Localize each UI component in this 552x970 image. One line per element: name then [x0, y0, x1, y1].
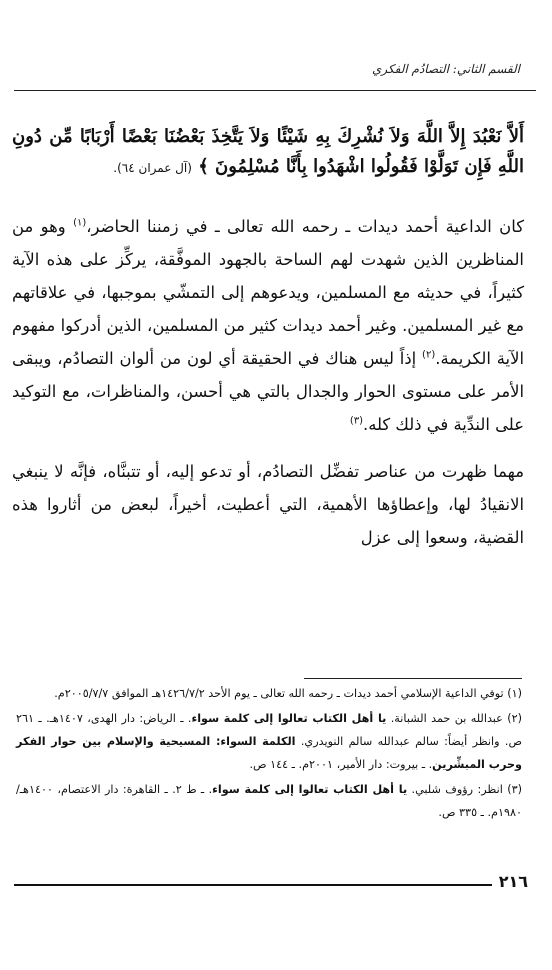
verse-text: أَلاَّ نَعْبُدَ إِلاَّ اللَّهَ وَلاَ نُشْرِكَ بِهِ شَيْئًا وَلاَ يَتَّخِذَ بَعْضُنَا بَعْضًا أَرْبَابًا مِّن دُونِ اللَّهِ فَإِن تَوَلَّوْا فَقُولُوا اشْهَدُوا بِأَنَّا مُسْلِمُونَ ﴾: [12, 126, 524, 177]
header-rule: [14, 90, 536, 91]
paragraph-1: [12, 210, 524, 441]
footnote-book-title: يا أهل الكتاب تعالوا إلى كلمة سواء: [212, 783, 408, 796]
footnote-ref-1[interactable]: (١): [73, 217, 87, 229]
paragraph-2-text: مهما ظهرت من عناصر تفضِّل التصادُم، أو تدعو إليه، أو تتبنَّاه، فإنَّه لا ينبغي الانقيادُ لها، وإعطاؤها الأهمية، التي أعطيت، أخيراً، لبعض من أثاروا هذه القضية، وسعوا إلى عزل: [12, 462, 524, 547]
footnote-text: . ـ الرياض: دار الهدى، ١٤٠٧هـ. ـ ٢٦١ ص. وانظر أيضاً: سالم عبدالله سالم النويدري.: [16, 712, 522, 748]
footnote-book-title: الكلمة السواء: المسيحية والإسلام بين حوار الفكر وحرب المبشِّرين: [16, 735, 522, 771]
main-text: [12, 210, 524, 554]
footnote-ref-2[interactable]: (٢): [422, 349, 436, 361]
footnote-text: توفي الداعية الإسلامي أحمد ديدات ـ رحمه الله تعالى ـ يوم الأحد ١٤٢٦/٧/٢هـ الموافق ٢٠٠٥/٧/٧م.: [54, 687, 504, 700]
quran-verse: [12, 122, 524, 183]
footnote-text: عبدالله بن حمد الشبانة.: [386, 712, 503, 725]
running-header: القسم الثاني: التصادُم الفكري: [372, 62, 520, 76]
footnote-text: . ـ بيروت: دار الأمير، ٢٠٠١م. ـ ١٤٤ ص.: [249, 758, 433, 771]
paragraph-1-text-c: إذاً ليس هناك في الحقيقة أي لون من ألوان التصادُم، ويبقى الأمر على مستوى الحوار والجدال بالتي هي أحسن، والمناظرات، مع التوكيد على الندِّية في ذلك كله.: [12, 349, 524, 434]
footnote-2: [16, 707, 522, 776]
footnotes: [16, 682, 522, 826]
footnote-text: انظر: رؤوف شلبي.: [407, 783, 503, 796]
footnote-number: (٢): [507, 712, 523, 725]
paragraph-1-text-b: وهو من المناظرين الذين شهدت لهم الساحة بالجهود الموفَّقة، يركِّز على هذه الآية كثيراً، في حديثه مع المسلمين، ويدعوهم إلى التمشّي بموجبها، في علاقاتهم مع غير المسلمين. وغير أحمد ديدات كثير من المسلمين، الذين أدركوا مفهوم الآية الكريمة.: [12, 217, 525, 368]
footnote-text: . ـ ط ٢. ـ القاهرة: دار الاعتصام، ١٤٠٠هـ/ ١٩٨٠م. ـ ٣٣٥ ص.: [16, 783, 522, 819]
footnote-3: [16, 778, 522, 824]
page-number: ٢١٦: [493, 872, 528, 891]
paragraph-1-text-a: كان الداعية أحمد ديدات ـ رحمه الله تعالى ـ في زمننا الحاضر،: [86, 217, 525, 236]
paragraph-2: [12, 455, 524, 554]
footnote-number: (١): [507, 687, 522, 700]
footnote-separator: [304, 678, 522, 679]
footer-rule: [14, 884, 492, 886]
footnote-number: (٣): [507, 783, 522, 796]
footnote-ref-3[interactable]: (٣): [349, 415, 363, 427]
footnote-1: [16, 682, 522, 705]
footnote-book-title: يا أهل الكتاب تعالوا إلى كلمة سواء: [191, 712, 387, 725]
verse-reference: (آل عمران ٦٤).: [113, 161, 192, 175]
